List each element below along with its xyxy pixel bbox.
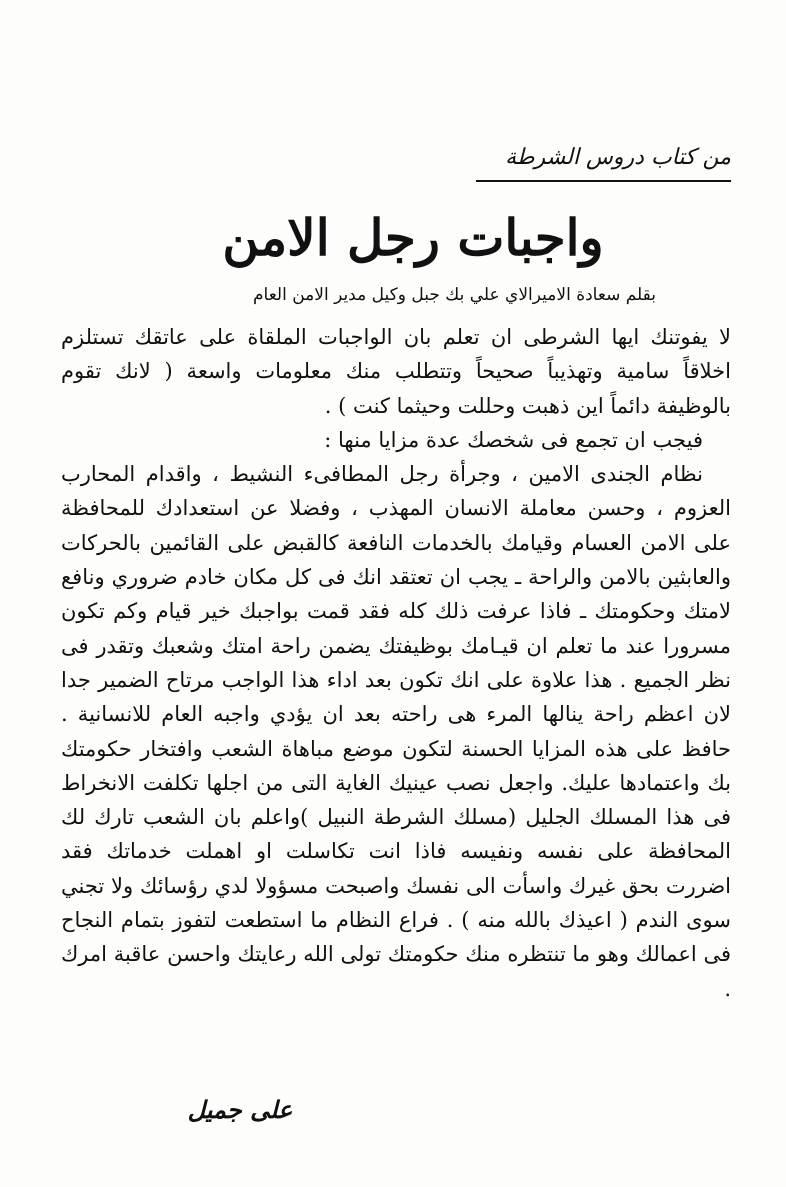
caption-underline — [476, 180, 731, 182]
paragraph-qualities-lead: فيجب ان تجمع فى شخصك عدة مزايا منها : — [324, 427, 703, 452]
paragraph-qualities: نظام الجندى الامين ، وجرأة رجل المطافىء النشيط ، واقدام المحارب العزوم ، وحسن معاملة الانسان المهذب ، وفضلا عن استعدادك للمحافظة على الامن العسام وقيامك بالخدمات النافعة كالقبض على القائمين بالحركات والعابثين بالامن والراحة ـ يجب ان تعتقد انك فى كل مكان خادم ضروري ونافع لامتك وحكومتك ـ فاذا عرفت ذلك كله فقد قمت بواجبك خير قيام وكم تكون مسرورا عند ما تعلم ان قيـامك بوظيفتك يضمن راحة امتك وشعبك وتقدر فى نظر الجميع . هذا علاوة على انك تكون بعد اداء هذا الواجب مرتاح الضمير جدا لان اعظم راحة ينالها المرء هى راحته بعد ان يؤدي واجبه العام للانسانية . حافظ على هذه المزايا الحسنة لتكون موضع مباهاة الشعب وافتخار حكومتك بك واعتمادها عليك. واجعل نصب عينيك الغاية التى من اجلها تكلفت الانخراط فى هذا المسلك الجليل (مسلك الشرطة النبيل )واعلم بان الشعب تارك لك المحافظة على نفسه ونفيسه فاذا انت تكاسلت او اهملت خدماتك فقد اضررت بحق غيرك واسأت الى نفسك واصبحت مسؤولا لدي رؤسائك ولا تجني سوى الندم ( اعيذك بالله منه ) . فراع النظام ما استطعت لتفوز بتمام النجاح فى اعمالك وهو ما تنتظره منك حكومتك تولى الله رعايتك واحسن عاقبة امرك . — [61, 462, 731, 1001]
source-caption: من كتاب دروس الشرطة — [505, 145, 731, 170]
paragraph-intro: لا يفوتنك ايها الشرطى ان تعلم بان الواجبات الملقاة على عاتقك تستلزم اخلاقاً سامية وتهذيباً صحيحاً وتتطلب منك معلومات واسعة ( لانك تقوم بالوظيفة دائماً اين ذهبت وحللت وحيثما كنت ) . — [61, 325, 731, 418]
article-body — [61, 320, 731, 1006]
author-byline: بقلم سعادة الاميرالاي علي بك جبل وكيل مدير الامن العام — [252, 285, 656, 305]
article-title: واجبات رجل الامن — [222, 208, 604, 267]
signature: على جميل — [187, 1095, 293, 1124]
